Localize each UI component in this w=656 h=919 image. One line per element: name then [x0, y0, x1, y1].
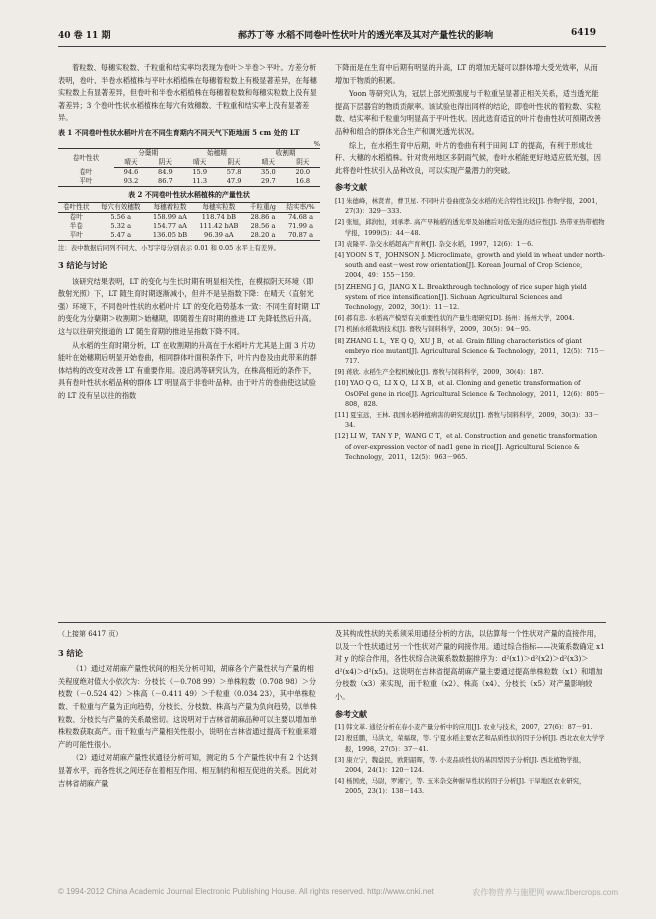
- reference-item: [1] 韩文革. 通径分析在春小麦产量分析中的应用[J]. 农业与技术，2007，27(6)：87－91.: [335, 723, 593, 732]
- paragraph: 下降而是在生育中后期有明显的升高，LT 的增加无疑可以群体增大受光效率，从而增加干物质的积累。: [335, 63, 598, 85]
- issue-label: 40 卷 11 期: [58, 31, 111, 41]
- reference-item: [12] LI W，TAN Y P，WANG C T，et al. Construction and genetic transformation of over-expression vector of nad1 gene in rice[J]. Agricultural Science & Technology，2011，12(5)：963－965.: [335, 432, 598, 461]
- table-cell: 卷叶: [69, 212, 83, 221]
- copyright-text: © 1994-2012 China Academic Journal Electronic Publishing House. All rights reserved. http://www.cnki.net: [58, 887, 434, 896]
- table-cell: 84.9: [158, 167, 173, 176]
- table-cell: 29.7: [251, 177, 285, 187]
- table-cell: 96.39 aA: [193, 231, 245, 241]
- table1: [58, 148, 320, 187]
- page-number: 6419: [570, 28, 596, 38]
- reference-item: [2] 殷廷鹏，马洪文，荣福琛，等. 宁夏水稻主要农艺和品质性状的因子分析[J]. 西北农业大学学报，1998，27(5)：37－41.: [335, 734, 605, 753]
- table-cell: 154.77 aA: [153, 221, 187, 230]
- right-column-bottom: [335, 628, 605, 798]
- table2-head: 千粒重/g: [245, 202, 281, 212]
- table-cell: 半卷: [69, 221, 83, 230]
- table-cell: 20.0: [295, 167, 311, 176]
- right-column-top: [335, 62, 605, 463]
- paragraph: Yoon 等研究认为，冠层上部光照强度与千粒重呈显著正相关关系，适当透光能提高下层器官的物质贡献率。该试验也得出同样的结论，即卷叶性状的着粒数、实粒数、结实率和千粒重匀明显高于平叶性状。因此选育适宜的叶片卷曲性状可预期改善品种和组合的群体光合生产和调光透光状况。: [335, 89, 601, 136]
- table-cell: 136.05 bB: [147, 231, 193, 241]
- table-cell: 卷叶: [79, 167, 93, 176]
- table-cell: 35.0: [261, 167, 276, 176]
- table1-subhead: 阴天: [148, 158, 182, 168]
- table1-subhead: 阴天: [217, 158, 251, 168]
- table1-subhead: 晴天: [251, 158, 285, 168]
- table-row: [58, 177, 320, 187]
- table-cell: 15.9: [192, 167, 208, 176]
- table-cell: 5.32 a: [110, 221, 132, 230]
- table-cell: 28.20 a: [245, 231, 281, 241]
- reference-item: [6] 郝有忠. 水稻高产模型有关重要性状的产量生理研究[D]. 扬州：扬州大学，2004.: [335, 314, 575, 323]
- reference-item: [4] YOON S T，JOHNSON J. Microclimate，growth and yield in wheat under north-south and east－west row orientation[J]. Korean Journal of Crop Science，2004，49：155－159.: [335, 250, 605, 280]
- table-cell: 28.86 a: [250, 212, 276, 221]
- reference-item: [5] ZHENG J G，JIANG X L. Breakthrough technology of rice super high yield system of rice intensification[J]. Sichuan Agricultural Sciences and Technology，2002，30(1)：11－12.: [335, 282, 587, 311]
- table2-head: 每穗着粒数: [147, 202, 193, 212]
- paragraph: （1）通过对胡麻产量性状间的相关分析可知，胡麻各个产量性状与产量的相关程度绝对值大小依次为：分枝长（－0.708 99）＞单株粒数（0.708 98）＞分枝数（－0.524 42）＞株高（－0.411 49）＞千粒重（0.034 23），其中单株粒数、千粒重与产量为正向趋势，分枝长、分枝数、株高与产量为负向趋势，以单株粒数、分枝长与产量的关系最密切。这说明对于吉林省胡麻品种可以主要以增加单株粒数获取高产。而千粒重与产量相关性很小，说明在吉林省通过提高千粒重来增产的可能性很小。: [58, 664, 317, 749]
- table2-head: 每穗实粒数: [193, 202, 245, 212]
- table-cell: 平叶: [58, 177, 114, 187]
- table1-group: 收割期: [251, 148, 320, 158]
- table-cell: 74.68 a: [288, 212, 313, 221]
- table-cell: 70.87 a: [281, 231, 320, 241]
- table-cell: 11.3: [183, 177, 217, 187]
- table1-group: 分蘖期: [114, 148, 183, 158]
- table-cell: 28.56 a: [250, 221, 276, 230]
- table2-caption: 表 2 不同卷叶性状水稻植株的产量性状: [128, 189, 250, 199]
- paragraph: 从水稻的生育时期分析，LT 在收割期的升高在于水稻叶片尤其是上面 3 片功能叶在始穗期后明显开始卷曲，相同群体叶面积条件下，叶片内卷及由此带来的群体结构的改变对改善 LT 有重要作用。凌启鸿等研究认为，在株高相近的条件下，具有卷叶性状水稻品种的群体 LT 明显高于非卷叶品种。由于叶片的卷曲使这试验的 LT 没有呈以往的指数: [58, 340, 317, 400]
- reference-item: [3] 康立宁，魏益民，欧阳韶晖，等. 小麦品质性状的基因型因子分析[J]. 西北植物学报，2004，24(1)：120－124.: [335, 755, 586, 774]
- table1-rowlabel: 卷叶性状: [58, 148, 114, 167]
- table2-head: 每穴有效穗数: [95, 202, 147, 212]
- table-cell: 5.47 a: [95, 231, 147, 241]
- reference-item: [10] YAO Q G，LI X Q，LI X B，et al. Cloning and genetic transformation of OsOFel gene in rice[J]. Agricultural Science & Technology，2011，12(6)：805－808，828.: [335, 379, 605, 408]
- table-cell: 47.9: [217, 177, 251, 187]
- reference-item: [9] 蒋欣. 水稻生产全程机械化[J]. 畜牧与饲料科学，2009，30(4)：187.: [335, 368, 544, 377]
- paragraph: 及其构成性状的关系须采用通径分析的方法，以估算每一个性状对产量的直接作用，以及一个性状通过另一个性状对产量的间接作用。通过综合指标——决策系数确定 x1 对 y 的综合作用，各性状综合决策系数数据排序为：d²(x1)＞d²(x2)＞d²(x3)＞d²(x4)＞d²(x5)。这说明在吉林省提高胡麻产量主要通过提高单株粒数（x1）和增加分枝数（x3）来实现，而千粒重（x2）、株高（x4）、分枝长（x5）对产量影响较小。: [335, 629, 605, 701]
- table1-caption: 表 1 不同卷叶性状水稻叶片在不同生育期内不同天气下距地面 5 cm 处的 LT: [58, 127, 300, 137]
- references-heading: 参考文献: [335, 708, 367, 719]
- section-heading: 3 结论: [58, 647, 83, 658]
- table2: [58, 202, 320, 241]
- table-cell: 118.74 bB: [201, 212, 236, 221]
- table1-subhead: 晴天: [183, 158, 217, 168]
- table1-subhead: 阴天: [286, 158, 320, 168]
- reference-item: [2] 张旭，邱润恒，刘承孝. 高产早籼稻的透光率及始穗后对低光强的适应性[J]. 热带亚热带植物学报，1999(5)：44－48.: [335, 218, 605, 237]
- table2-note: 注：表中数据后同列不同大、小写字母分别表示 0.01 和 0.05 水平上有差异。: [58, 243, 280, 252]
- reference-item: [11] 夏宝远，王林. 我国水稻种植病害的研究现状[J]. 畜牧与饲料科学，2009，30(3)：33－34.: [335, 411, 600, 430]
- reference-item: [7] 机插水稻栽培技术[J]. 畜牧与饲料科学，2009，30(5)：94－95.: [335, 325, 531, 334]
- reference-item: [8] ZHANG L L，YE Q Q，XU J B，et al. Grain filling characteristics of giant embryo rice mutant[J]. Agricultural Science & Technology，2011，12(5)：715－717.: [335, 336, 606, 365]
- table-row: [58, 222, 320, 231]
- reference-item: [3] 袁隆平. 杂交水稻超高产育种[J]. 杂交水稻，1997，12(6)：1－6.: [335, 239, 534, 248]
- article-divider: [58, 622, 606, 623]
- table-cell: 平叶: [58, 231, 95, 241]
- table2-head: 卷叶性状: [58, 202, 95, 212]
- table-cell: 94.6: [123, 167, 139, 176]
- references-heading: 参考文献: [335, 182, 367, 193]
- left-column-top: [58, 62, 320, 404]
- reference-item: [1] 朱德峰，林贤青，曹卫星. 不同叶片卷曲度杂交水稻的光合特性比较[J]. 作物学报，2001，27(3)：329－333.: [335, 196, 602, 216]
- section-heading: 3 结论与讨论: [58, 259, 108, 270]
- table-cell: 57.8: [226, 167, 242, 176]
- table-cell: 111.42 bAB: [199, 221, 239, 230]
- table1-subhead: 晴天: [114, 158, 148, 168]
- left-column-bottom: [58, 628, 320, 791]
- table-cell: 86.7: [148, 177, 182, 187]
- table1-unit: %: [313, 139, 320, 148]
- paragraph: （2）通过对胡麻产量性状通径分析可知，测定的 5 个产量性状中有 2 个达到显著水平，而各性状之间还存在着相互作用、相互制约和相互促进的关系。因此对吉林省胡麻产量: [58, 753, 318, 788]
- table-cell: 93.2: [114, 177, 148, 187]
- table2-head: 结实率/%: [281, 202, 320, 212]
- table-cell: 16.8: [286, 177, 320, 187]
- header-rule: [58, 46, 606, 47]
- table-row: [58, 167, 320, 177]
- table-row: [58, 231, 320, 241]
- article-title-header: 郝苏丁等 水稻不同卷叶性状叶片的透光率及其对产量性状的影响: [238, 31, 494, 41]
- continuation-note: （上接第 6417 页）: [58, 630, 123, 638]
- paragraph: 该研究结果表明，LT 的变化与生长时期有明显相关性，在模拟阴天环境（即散射光照）下，LT 随生育时期逐渐减小，但并不是呈指数下降：在晴天（直射光强）环境下，不同卷叶性状的水稻叶片 LT 的变化趋势基本一致：不同生育时期 LT 的变化为分蘖期＞收割期＞始穗期，即随着生育时期的推进 LT 先降低然后升高。这与以往研究报道的 LT 随生育期的推进呈指数下降不同。: [58, 276, 321, 336]
- running-header: [58, 28, 596, 44]
- watermark-text: 农作物营养与施肥网 www.fibercrops.com: [472, 888, 618, 897]
- table-cell: 5.56 a: [110, 212, 132, 221]
- table1-group: 始穗期: [183, 148, 252, 158]
- paragraph: 综上，在水稻生育中后期，叶片的卷曲有利于田间 LT 的提高，有利于形成壮秆、大穗的水稻植株。针对贵州地区多阴雨气候，卷叶水稻能更好地适应低光强，因此将卷叶性状引入品种改良，可以实现产量潜力的突破。: [335, 140, 601, 175]
- table-row: [58, 212, 320, 222]
- table-cell: 71.99 a: [288, 221, 313, 230]
- paragraph: 着粒数、每穗实粒数、千粒重和结实率均表现为卷叶＞半卷＞平叶。方差分析表明，卷叶、半卷水稻植株与平叶水稻植株在每穗着粒数上有极显著差异，在每穗实粒数上有显著差异，但卷叶和半卷水稻植株在每穗着粒数和每穗实粒数上没有显著差异；3 个卷叶性状水稻植株在每穴有效穗数、千粒重和结实率上没有显著差异。: [58, 63, 317, 123]
- reference-item: [4] 杨国虎，马尉，罗湘宁，等. 玉米杂交种耐旱性状的因子分析[J]. 干旱地区农业研究，2005，23(1)：138－143.: [335, 777, 586, 796]
- table-cell: 158.99 aA: [153, 212, 187, 221]
